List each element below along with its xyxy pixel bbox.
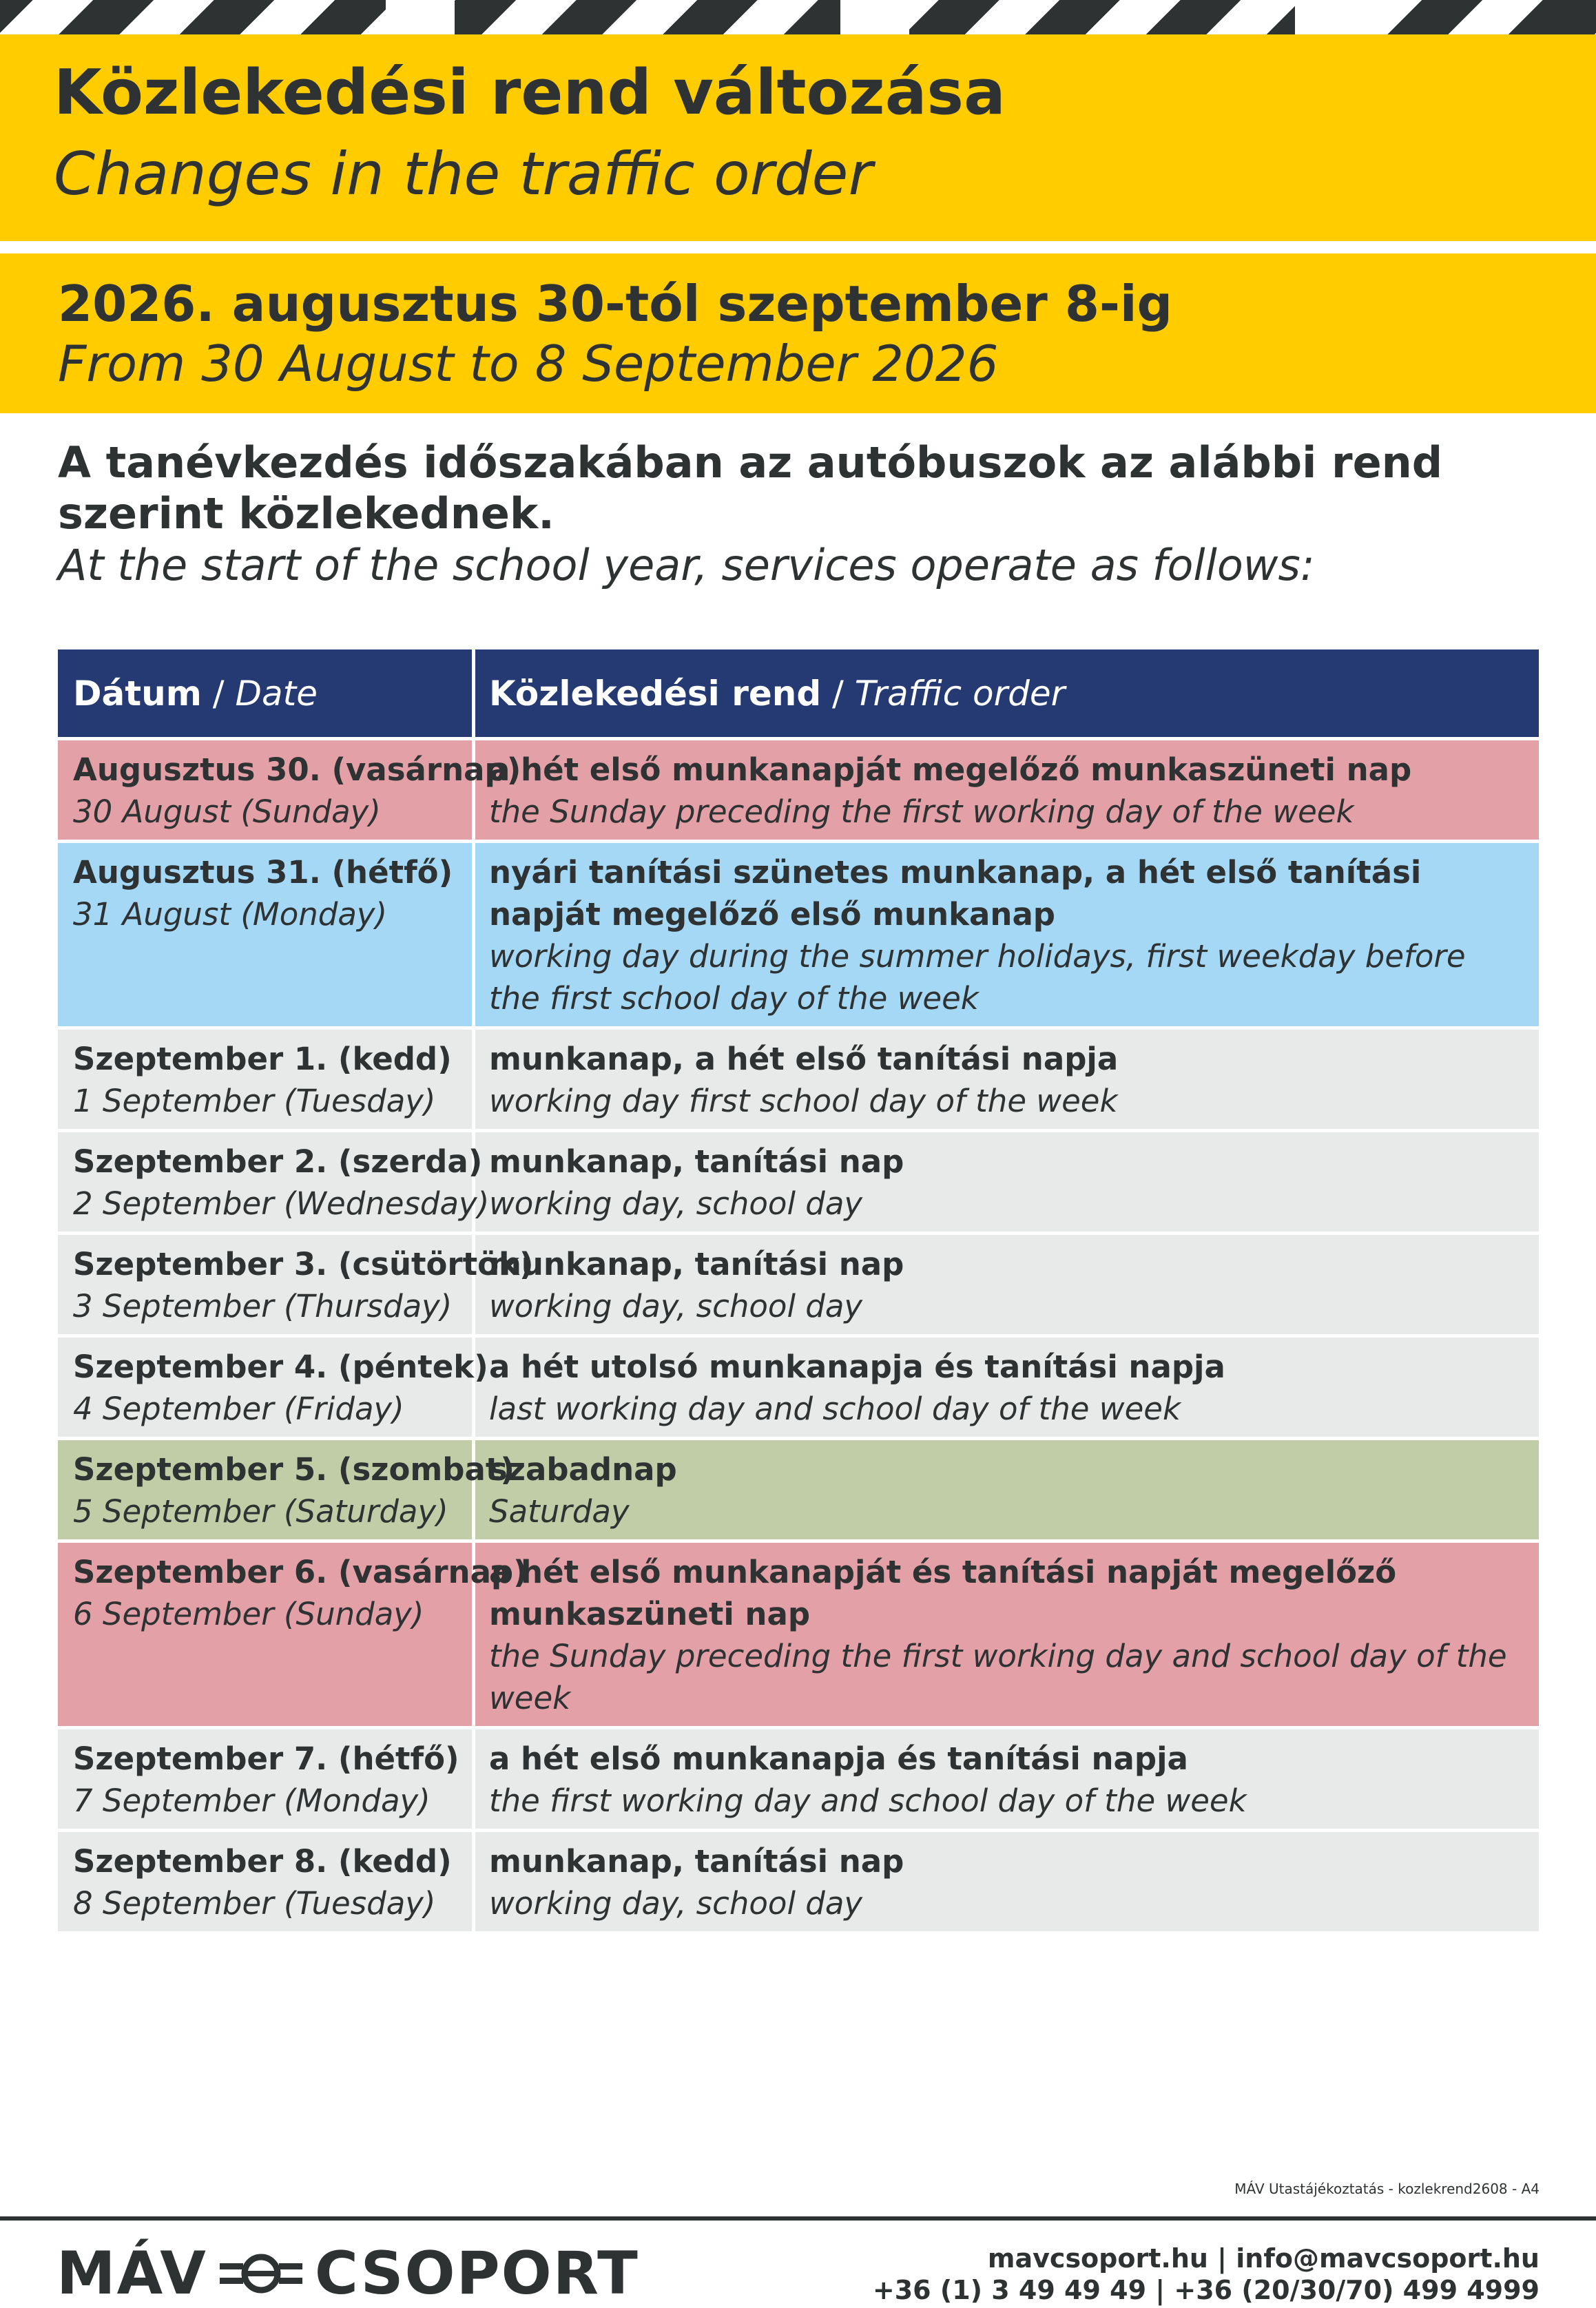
order-cell <box>475 1235 1539 1334</box>
table-row <box>58 1543 1539 1729</box>
mav-wing-icon <box>220 2249 302 2298</box>
table-row <box>58 1440 1539 1543</box>
order-hungarian: szabadnap <box>489 1451 677 1488</box>
column-header-date <box>58 649 475 737</box>
column-header-order-hu: Közlekedési rend <box>489 673 822 714</box>
intro-hungarian: A tanévkezdés időszakában az autóbuszok az alábbi rend szerint közlekednek. <box>58 437 1443 539</box>
date-hungarian: Szeptember 5. (szombat) <box>73 1451 515 1488</box>
date-english: 5 September (Saturday) <box>73 1493 448 1530</box>
table-row <box>58 1832 1539 1935</box>
date-hungarian: Szeptember 4. (péntek) <box>73 1349 488 1385</box>
table-row <box>58 1729 1539 1832</box>
footer-divider <box>0 2216 1596 2221</box>
contact-web-email: mavcsoport.hu | info@mavcsoport.hu <box>987 2243 1540 2274</box>
date-english: 6 September (Sunday) <box>73 1596 424 1632</box>
order-cell <box>475 1440 1539 1539</box>
date-cell <box>58 1832 475 1931</box>
intro-text <box>58 437 1539 591</box>
date-cell <box>58 1543 528 1726</box>
date-hungarian: Augusztus 30. (vasárnap) <box>73 751 521 788</box>
date-hungarian: Szeptember 3. (csütörtök) <box>73 1246 534 1282</box>
date-hungarian: Szeptember 7. (hétfő) <box>73 1740 459 1777</box>
document-reference: MÁV Utastájékoztatás - kozlekrend2608 - A4 <box>1234 2181 1540 2197</box>
date-english: 2 September (Wednesday) <box>73 1185 490 1222</box>
order-hungarian: munkanap, a hét első tanítási napja <box>489 1041 1119 1077</box>
order-cell <box>475 1030 1539 1129</box>
table-row <box>58 1235 1539 1338</box>
order-hungarian: a hét utolsó munkanapja és tanítási napja <box>489 1349 1225 1385</box>
order-hungarian: a hét első munkanapját és tanítási napját megelőző munkaszüneti nap <box>489 1554 1397 1632</box>
period-heading-english: From 30 August to 8 September 2026 <box>58 335 999 393</box>
schedule-table <box>58 649 1539 1935</box>
contact-info <box>873 2243 1540 2306</box>
column-header-date-en: Date <box>235 673 318 714</box>
header-separator: / <box>821 673 855 714</box>
date-cell <box>58 1440 515 1539</box>
table-row <box>58 1030 1539 1132</box>
order-english: working day first school day of the week <box>489 1083 1118 1119</box>
date-english: 7 September (Monday) <box>73 1782 431 1819</box>
table-row <box>58 1132 1539 1235</box>
date-hungarian: Szeptember 2. (szerda) <box>73 1143 483 1180</box>
order-hungarian: munkanap, tanítási nap <box>489 1246 904 1282</box>
order-english: the Sunday preceding the first working day and school day of the week <box>489 1638 1507 1716</box>
date-hungarian: Augusztus 31. (hétfő) <box>73 854 453 891</box>
order-english: last working day and school day of the week <box>489 1391 1181 1427</box>
page-title-english: Changes in the traffic order <box>54 140 873 209</box>
table-header <box>58 649 1539 740</box>
date-english: 31 August (Monday) <box>73 896 388 933</box>
logo-word-csoport: CSOPORT <box>314 2239 639 2308</box>
date-cell <box>58 1132 490 1231</box>
hazard-stripes <box>0 0 1596 34</box>
date-hungarian: Szeptember 8. (kedd) <box>73 1843 452 1880</box>
column-header-date-hu: Dátum <box>73 673 202 714</box>
order-cell <box>475 1729 1539 1829</box>
page-title: Közlekedési rend változása <box>54 56 1006 129</box>
order-english: the Sunday preceding the first working day of the week <box>489 793 1354 830</box>
period-heading: 2026. augusztus 30-tól szeptember 8-ig <box>58 275 1173 333</box>
date-english: 3 September (Thursday) <box>73 1288 453 1324</box>
order-hungarian: a hét első munkanapja és tanítási napja <box>489 1740 1188 1777</box>
order-hungarian: munkanap, tanítási nap <box>489 1843 904 1880</box>
date-cell <box>58 1235 534 1334</box>
table-row <box>58 843 1539 1030</box>
date-english: 8 September (Tuesday) <box>73 1885 436 1922</box>
date-cell <box>58 843 475 1026</box>
logo-word-mav: MÁV <box>56 2239 207 2308</box>
order-english: working day during the summer holidays, first weekday before the first school day of the week <box>489 938 1466 1017</box>
date-english: 4 September (Friday) <box>73 1391 404 1427</box>
column-header-order-en: Traffic order <box>854 673 1066 714</box>
order-english: the first working day and school day of the week <box>489 1782 1247 1819</box>
column-header-order <box>475 649 1539 737</box>
table-row <box>58 1338 1539 1440</box>
order-cell <box>475 1832 1539 1931</box>
order-english: working day, school day <box>489 1185 863 1222</box>
intro-english: At the start of the school year, services operate as follows: <box>58 539 1315 590</box>
order-cell <box>475 1543 1539 1726</box>
order-hungarian: a hét első munkanapját megelőző munkaszüneti nap <box>489 751 1412 788</box>
date-cell <box>58 1729 475 1829</box>
order-english: working day, school day <box>489 1885 863 1922</box>
date-cell <box>58 1338 488 1437</box>
order-cell <box>475 843 1539 1026</box>
table-row <box>58 740 1539 843</box>
date-cell <box>58 1030 475 1129</box>
date-english: 30 August (Sunday) <box>73 793 381 830</box>
date-english: 1 September (Tuesday) <box>73 1083 436 1119</box>
order-cell <box>475 740 1539 840</box>
contact-phone: +36 (1) 3 49 49 49 | +36 (20/30/70) 499 4999 <box>872 2275 1540 2305</box>
order-english: Saturday <box>489 1493 630 1530</box>
date-hungarian: Szeptember 1. (kedd) <box>73 1041 452 1077</box>
order-cell <box>475 1338 1539 1437</box>
header-separator: / <box>201 673 236 714</box>
order-hungarian: munkanap, tanítási nap <box>489 1143 904 1180</box>
order-cell <box>475 1132 1539 1231</box>
date-hungarian: Szeptember 6. (vasárnap) <box>73 1554 528 1590</box>
date-cell <box>58 740 521 840</box>
order-hungarian: nyári tanítási szünetes munkanap, a hét első tanítási napját megelőző első munkanap <box>489 854 1422 933</box>
order-english: working day, school day <box>489 1288 863 1324</box>
company-logo <box>56 2241 639 2307</box>
